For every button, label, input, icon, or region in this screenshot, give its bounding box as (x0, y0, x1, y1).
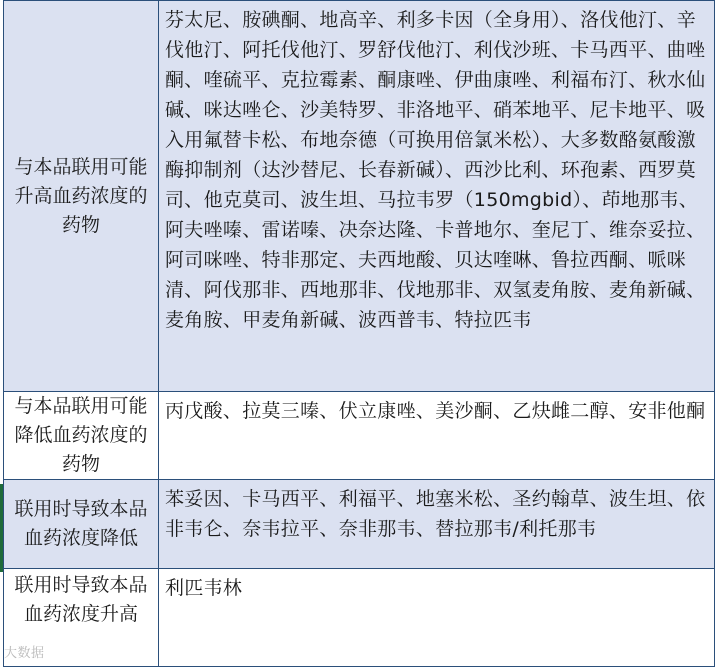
row-content-cell[interactable] (159, 569, 715, 667)
row-label: 与本品联用可能降低血药浓度的药物 (14, 395, 148, 475)
table-row (4, 480, 715, 569)
drug-list: 苯妥因、卡马西平、利福平、地塞米松、圣约翰草、波生坦、依非韦仑、奈韦拉平、奈非那韦、替拉那韦/利托那韦 (165, 488, 706, 540)
row-label-cell[interactable] (4, 1, 159, 392)
table-row (4, 392, 715, 480)
row-label: 联用时导致本品血药浓度降低 (14, 498, 148, 549)
drug-list: 芬太尼、胺碘酮、地高辛、利多卡因（全身用）、洛伐他汀、辛伐他汀、阿托伐他汀、罗舒伐他汀、利伐沙班、卡马西平、曲唑酮、喹硫平、克拉霉素、酮康唑、伊曲康唑、利福布汀、秋水仙碱、咪达唑仑、沙美特罗、非洛地平、硝苯地平、尼卡地平、吸入用氟替卡松、布地奈德（可换用倍氯米松）、大多数酪氨酸激酶抑制剂（达沙替尼、长春新碱）、西沙比利、环孢素、西罗莫司、他克莫司、波生坦、马拉韦罗（150mgbid）、茚地那韦、阿夫唑嗪、雷诺嗪、决奈达隆、卡普地尔、奎尼丁、维奈妥拉、阿司咪唑、特非那定、夫西地酸、贝达喹啉、鲁拉西酮、哌咪清、阿伐那非、西地那非、伐地那非、双氢麦角胺、麦角新碱、麦角胺、甲麦角新碱、波西普韦、特拉匹韦 (165, 9, 706, 331)
table-row (4, 569, 715, 667)
drug-interaction-table (3, 0, 715, 667)
drug-list: 利匹韦林 (165, 577, 243, 599)
table-row (4, 1, 715, 392)
row-content-cell[interactable] (159, 1, 715, 392)
row-label-cell[interactable] (4, 480, 159, 569)
row-content-cell[interactable] (159, 480, 715, 569)
row-label-cell[interactable] (4, 392, 159, 480)
row-content-cell[interactable] (159, 392, 715, 480)
row-selection-marker (0, 484, 3, 572)
row-label: 与本品联用可能升高血药浓度的药物 (14, 155, 148, 236)
watermark: 大数据 (4, 646, 45, 661)
row-label: 联用时导致本品血药浓度升高 (14, 574, 148, 625)
drug-list: 丙戊酸、拉莫三嗪、伏立康唑、美沙酮、乙炔雌二醇、安非他酮 (165, 400, 706, 422)
